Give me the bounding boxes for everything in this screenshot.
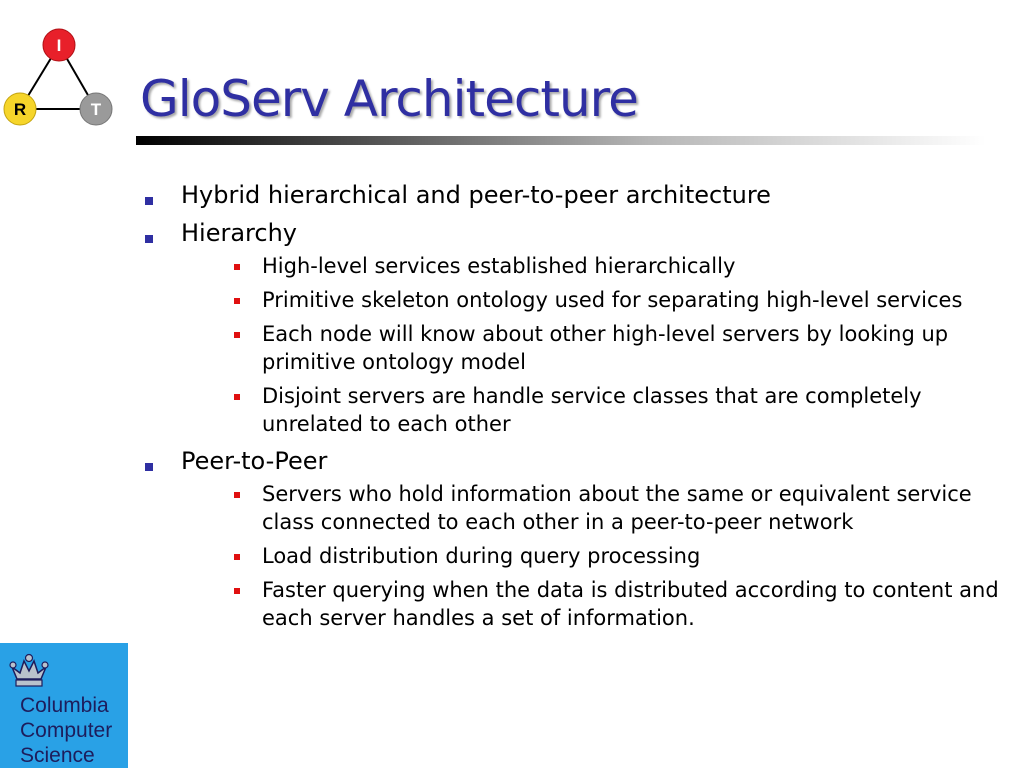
bullet-hybrid xyxy=(145,180,1005,210)
sub-bullet xyxy=(181,576,1005,632)
sub-bullet-text: Primitive skeleton ontology used for separating high-level services xyxy=(262,288,963,312)
square-bullet-icon xyxy=(234,394,240,400)
sub-bullet-text: Faster querying when the data is distributed according to content and each server handles a set of information. xyxy=(262,578,999,630)
square-bullet-icon xyxy=(234,264,240,270)
page-title: GloServ Architecture xyxy=(140,70,638,128)
letter-t: T xyxy=(90,100,102,119)
sub-bullet-text: Servers who hold information about the same or equivalent service class connected to each other in a peer-to-peer network xyxy=(262,482,972,534)
slide-content xyxy=(145,180,1005,640)
sub-bullet-text: High-level services established hierarchically xyxy=(262,254,736,278)
square-bullet-icon xyxy=(234,554,240,560)
sub-bullet xyxy=(181,480,1005,536)
bullet-text: Peer-to-Peer xyxy=(181,447,328,475)
square-bullet-icon xyxy=(234,332,240,338)
square-bullet-icon xyxy=(145,235,153,243)
sub-bullet xyxy=(181,252,1005,280)
square-bullet-icon xyxy=(145,197,153,205)
bullet-text: Hierarchy xyxy=(181,219,298,247)
sub-bullet xyxy=(181,382,1005,438)
sub-bullet xyxy=(181,542,1005,570)
letter-i: I xyxy=(56,36,62,55)
sub-bullet-list xyxy=(181,252,1005,438)
logo-line-1: Columbia xyxy=(20,694,109,717)
square-bullet-icon xyxy=(234,588,240,594)
crown-icon xyxy=(8,653,50,691)
bullet-peer-to-peer xyxy=(145,446,1005,632)
sub-bullet xyxy=(181,320,1005,376)
columbia-logo xyxy=(0,643,128,768)
square-bullet-icon xyxy=(234,492,240,498)
bullet-list xyxy=(145,180,1005,632)
title-underline xyxy=(136,136,986,145)
columbia-logo-text xyxy=(20,693,112,768)
sub-bullet-text: Disjoint servers are handle service classes that are completely unrelated to each other xyxy=(262,384,922,436)
letter-r: R xyxy=(13,100,27,119)
irt-logo xyxy=(0,28,120,132)
sub-bullet-list xyxy=(181,480,1005,632)
square-bullet-icon xyxy=(145,463,153,471)
logo-line-3: Science xyxy=(20,744,95,767)
square-bullet-icon xyxy=(234,298,240,304)
sub-bullet-text: Load distribution during query processing xyxy=(262,544,701,568)
bullet-hierarchy xyxy=(145,218,1005,438)
sub-bullet xyxy=(181,286,1005,314)
bullet-text: Hybrid hierarchical and peer-to-peer architecture xyxy=(181,181,771,209)
sub-bullet-text: Each node will know about other high-level servers by looking up primitive ontology model xyxy=(262,322,949,374)
logo-line-2: Computer xyxy=(20,719,113,742)
